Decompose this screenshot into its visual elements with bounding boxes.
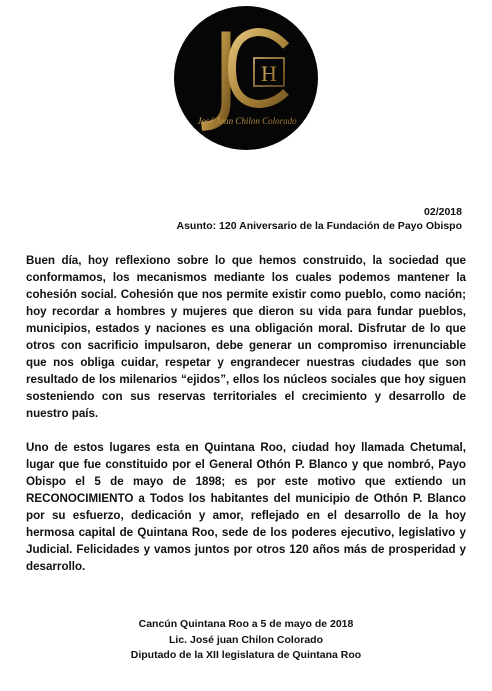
signature-block xyxy=(0,617,492,664)
signature-name: Lic. José juan Chilon Colorado xyxy=(168,633,323,646)
monogram-logo-icon xyxy=(174,6,318,150)
reference-number: 02/2018 xyxy=(424,206,462,218)
monogram-h: H xyxy=(261,61,277,86)
signature-title: Diputado de la XII legislatura de Quintana Roo xyxy=(130,649,362,661)
letter-body xyxy=(26,252,466,592)
reference-block xyxy=(176,205,462,233)
logo-name: José Juan Chilon Colorado xyxy=(197,116,297,126)
paragraph-1: Buen día, hoy reflexiono sobre lo que hemos construido, la sociedad que conformamos, los mecanismos mediante los cuales podemos mantener la cohesión social. Cohesión que nos permite existir como pueblo, como nación; hoy recordar a hombres y mujeres que dieron su vida para fundar pueblos, municipios, estados y naciones es una obligación moral. Disfrutar de lo que otros con sacrificio impulsaron, debe generar un compromiso irrenunciable que nos obliga cuidar, respetar y engrandecer nuestras ciudades que son resultado de los milenarios “ejidos”, ellos los núcleos sociales que hoy siguen sosteniendo con sus reservas territoriales el crecimiento y desarrollo de nuestro país. xyxy=(26,254,466,420)
logo xyxy=(174,6,318,150)
signature-place-date: Cancún Quintana Roo a 5 de mayo de 2018 xyxy=(138,618,354,630)
reference-subject: Asunto: 120 Aniversario de la Fundación de Payo Obispo xyxy=(176,220,462,232)
paragraph-2: Uno de estos lugares esta en Quintana Roo, ciudad hoy llamada Chetumal, lugar que fue constituido por el General Othón P. Blanco y que nombró, Payo Obispo el 5 de mayo de 1898; es por este motivo que extiendo un RECONOCIMIENTO a Todos los habitantes del municipio de Othón P. Blanco por su esfuerzo, dedicación y amor, reflejado en el desarrollo de la hoy hermosa capital de Quintana Roo, sede de los poderes ejecutivo, legislativo y Judicial. Felicidades y vamos juntos por otros 120 años más de prosperidad y desarrollo. xyxy=(26,441,466,573)
